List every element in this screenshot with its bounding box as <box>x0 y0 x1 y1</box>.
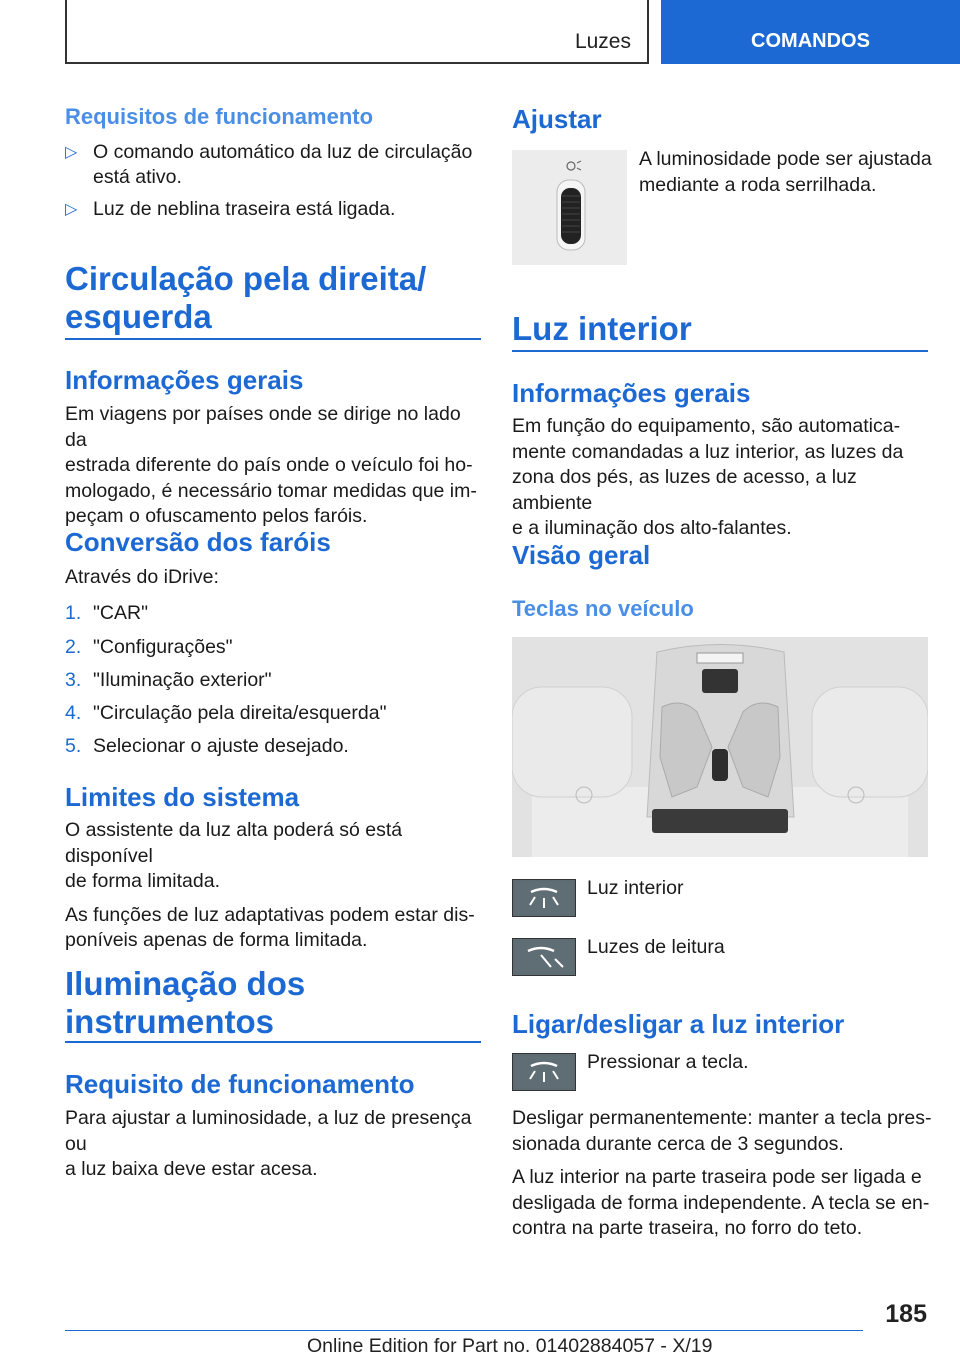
list-item: 4. "Circulação pela direita/esquerda" <box>65 702 387 724</box>
chapter-tab: COMANDOS <box>661 0 960 64</box>
triangle-bullet-icon: ▷ <box>65 144 78 161</box>
header-section-box <box>65 0 649 64</box>
paragraph-requisito: Para ajustar a luminosidade, a luz de presença ou a luz baixa deve estar acesa. <box>65 1107 472 1180</box>
heading-conversao: Conversão dos faróis <box>65 527 331 557</box>
heading-requisitos: Requisitos de funcionamento <box>65 104 374 129</box>
paragraph-ajustar: A luminosidade pode ser ajustada mediante a roda serrilhada. <box>639 148 932 196</box>
heading-rule <box>65 338 481 340</box>
conversao-intro: Através do iDrive: <box>65 566 219 588</box>
footer-rule <box>65 1330 863 1331</box>
page-number: 185 <box>885 1300 927 1328</box>
heading-informacoes: Informações gerais <box>65 365 304 395</box>
heading-informacoes-right: Informações gerais <box>512 378 751 408</box>
heading-requisito: Requisito de funcionamento <box>65 1069 415 1099</box>
legend-label: Luzes de leitura <box>587 936 725 958</box>
roof-console-image <box>512 637 928 857</box>
paragraph-limites: O assistente da luz alta poderá só está disponível de forma limitada. As funções de luz adaptativas podem estar dis- poníveis apenas de forma limitada. <box>65 819 475 951</box>
interior-light-icon <box>512 1053 576 1091</box>
heading-rule <box>65 1041 481 1043</box>
paragraph-info-right: Em função do equipamento, são automatica- mente comandadas a luz interior, as luzes da zona dos pés, as luzes de acesso, a luz ambiente e a iluminação dos alto-falantes. <box>512 415 904 539</box>
heading-luz-interior: Luz interior <box>512 310 692 347</box>
heading-circulacao: Circulação pela direita/ esquerda <box>65 260 427 335</box>
heading-limites: Limites do sistema <box>65 782 300 812</box>
heading-visao-geral: Visão geral <box>512 540 651 570</box>
footer-edition: Online Edition for Part no. 01402884057 - X/19 <box>307 1335 713 1357</box>
ligar-instruction: Pressionar a tecla. <box>587 1051 749 1073</box>
list-item: 2. "Configurações" <box>65 636 233 658</box>
paragraph-ligar: Desligar permanentemente: manter a tecla pres- sionada durante cerca de 3 segundos. A luz interior na parte traseira pode ser ligada e desligada de forma independente. A tecla se en- contra na parte traseira, no forro do teto. <box>512 1107 932 1239</box>
heading-teclas: Teclas no veículo <box>512 596 694 621</box>
heading-rule <box>512 350 928 352</box>
heading-ajustar: Ajustar <box>512 104 602 134</box>
heading-ligar: Ligar/desligar a luz interior <box>512 1009 845 1039</box>
section-title: Luzes <box>574 30 631 53</box>
triangle-bullet-icon: ▷ <box>65 201 78 218</box>
paragraph-info: Em viagens por países onde se dirige no lado da estrada diferente do país onde o veículo foi ho- mologado, é necessário tomar medidas que im- peçam o ofuscamento pelos faróis. <box>65 403 477 527</box>
heading-iluminacao: Iluminação dos instrumentos <box>65 965 306 1040</box>
list-item: ▷ O comando automático da luz de circulação está ativo. <box>65 141 473 188</box>
legend-label: Luz interior <box>587 877 684 899</box>
thumbwheel-image <box>512 150 627 265</box>
list-item: ▷ Luz de neblina traseira está ligada. <box>65 197 481 223</box>
list-item: 1. "CAR" <box>65 602 149 624</box>
list-item: 5. Selecionar o ajuste desejado. <box>65 735 349 757</box>
reading-light-icon <box>512 938 576 976</box>
list-item: 3. "Iluminação exterior" <box>65 669 272 691</box>
interior-light-icon <box>512 879 576 917</box>
